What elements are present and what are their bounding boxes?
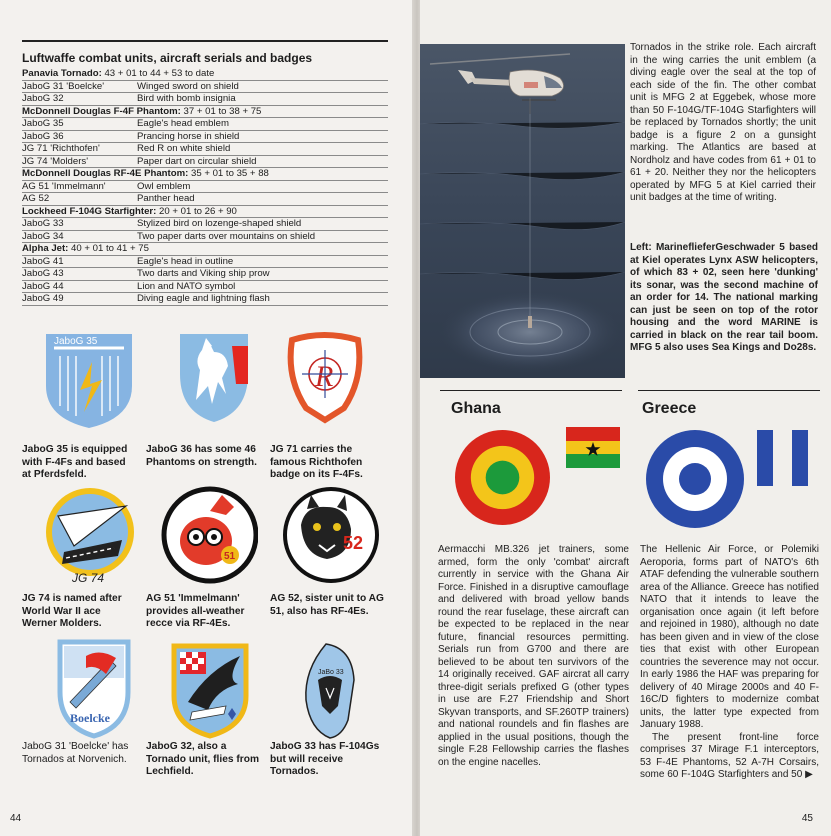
serial-range: 40 + 01 to 41 + 75 <box>68 243 149 254</box>
badge-text: 51 <box>224 551 236 562</box>
jabog31-badge-icon <box>56 638 154 742</box>
left-page <box>0 0 414 836</box>
unit-name: AG 52 <box>22 193 50 204</box>
table-aircraft-row <box>22 106 388 119</box>
unit-name: JG 74 'Molders' <box>22 155 89 167</box>
table-row <box>22 281 388 294</box>
jabog33-badge-icon <box>296 640 394 744</box>
badge-description: Lion and NATO symbol <box>137 280 236 292</box>
unit-name: JaboG 36 <box>22 130 64 142</box>
serial-range: 43 + 01 to 44 + 53 to date <box>101 68 215 79</box>
badge-description: Paper dart on circular shield <box>137 155 257 167</box>
serial-range: 20 + 01 to 26 + 90 <box>156 205 237 217</box>
svg-text:JaBo 33: JaBo 33 <box>318 669 344 676</box>
badge-description: Diving eagle and lightning flash <box>137 293 270 304</box>
table-row <box>22 218 388 231</box>
caption-jabog33: JaboG 33 has F-104Gs but will receive Tornados. <box>270 741 380 778</box>
jabog32-badge-icon <box>168 640 266 744</box>
greece-fin-flash-icon <box>754 430 814 486</box>
serial-range: 37 + 01 to 38 + 75 <box>180 105 262 117</box>
badge-text: 52 <box>343 533 364 553</box>
caption-jg74: JG 74 is named after World War II ace Werner Molders. <box>22 593 122 630</box>
badge-description: Stylized bird on lozenge-shaped shield <box>137 218 302 229</box>
jg74-badge-icon <box>44 486 142 590</box>
badge-text: JG 74 <box>72 571 105 585</box>
unit-name: AG 51 'Immelmann' <box>22 180 106 192</box>
jg71-badge-icon <box>284 328 382 432</box>
greece-heading: Greece <box>642 400 697 417</box>
table-row <box>22 81 388 94</box>
table-aircraft-row <box>22 243 388 256</box>
table-aircraft-row <box>22 206 388 219</box>
table-row <box>22 268 388 281</box>
ag51-owl-badge-icon <box>160 485 258 589</box>
unit-name: JaboG 31 'Boelcke' <box>22 80 105 92</box>
badge-description: Two darts and Viking ship prow <box>137 268 270 279</box>
greece-rule <box>638 390 820 391</box>
jabog35-badge-icon <box>40 328 138 432</box>
continue-arrow-icon: ▶ <box>805 769 813 780</box>
table-row <box>22 256 388 269</box>
aircraft-type: McDonnell Douglas RF-4E Phantom: <box>22 168 189 179</box>
caption-jg71: JG 71 carries the famous Richthofen badge on its F-4Fs. <box>270 444 363 481</box>
greece-roundel-icon <box>646 430 744 528</box>
ghana-flag-icon <box>566 427 620 468</box>
jabog36-badge-icon <box>176 330 274 434</box>
badge-description: Owl emblem <box>137 180 191 192</box>
badge-description: Panther head <box>137 193 195 204</box>
aircraft-type: Lockheed F-104G Starfighter: <box>22 205 157 217</box>
page-number-right: 45 <box>801 813 813 824</box>
unit-table <box>22 40 388 306</box>
caption-jabog36: JaboG 36 has some 46 Phantoms on strength. <box>146 444 257 468</box>
ag52-panther-badge-icon <box>281 485 379 589</box>
unit-name: JaboG 34 <box>22 230 64 242</box>
unit-name: JaboG 41 <box>22 255 64 267</box>
unit-name: JG 71 'Richthofen' <box>22 143 100 154</box>
caption-jabog32: JaboG 32, also a Tornado unit, flies from Lechfield. <box>146 741 260 778</box>
unit-name: JaboG 44 <box>22 280 64 292</box>
badge-description: Red R on white shield <box>137 143 231 154</box>
table-row <box>22 231 388 244</box>
badge-description: Two paper darts over mountains on shield <box>137 230 316 242</box>
aircraft-type: McDonnell Douglas F-4F Phantom: <box>22 105 181 117</box>
svg-text:R: R <box>315 360 334 393</box>
unit-name: JaboG 35 <box>22 118 64 129</box>
badge-description: Eagle's head in outline <box>137 255 234 267</box>
badge-description: Eagle's head emblem <box>137 118 229 129</box>
table-aircraft-row <box>22 68 388 81</box>
greece-text: The Hellenic Air Force, or Polemiki Aeroporia, forms part of NATO's 6th ATAF defending the vulnerable southern area of the Alliance. Greece has notified NATO that it intends to leave the organisation once again (it left before and rejoined in 1980), although no date has been given and in view of the close ties that exist with other European countries the severence may not occur. In early 1986 the HAF was preparing for delivery of 40 Mirage 2000s and 40 F-16C/D fighters to modernize combat units, the latter type expected from January 1988. The present front-line force comprises 37 Mirage F.1 interceptors, 53 F-4E Phantoms, 52 A-7H Corsairs, some 60 F-104G Starfighters and 50 ▶ <box>640 544 819 780</box>
right-page <box>420 0 831 836</box>
badge-description: Bird with bomb insignia <box>137 93 236 104</box>
table-row <box>22 118 388 131</box>
ghana-roundel-icon <box>455 430 550 525</box>
table-row <box>22 143 388 156</box>
photo-caption: Left: MarineflieferGeschwader 5 based at Kiel operates Lynx ASW helicopters, of which 83 + 02, seen here 'dunking' its sonar, was the second machine of an order for 14. The national marking can just be seen on top of the rotor housing and the word MARINE is carried in black on the rear tail boom. MFG 5 also uses Sea Kings and Do28s. <box>630 242 818 353</box>
ghana-heading: Ghana <box>451 400 501 417</box>
aircraft-type: Alpha Jet: <box>22 243 69 254</box>
table-row <box>22 156 388 169</box>
unit-name: JaboG 49 <box>22 293 64 304</box>
badge-description: Prancing horse in shield <box>137 130 240 142</box>
aircraft-type: Panavia Tornado: <box>22 68 102 79</box>
ghana-text: Aermacchi MB.326 jet trainers, some armed, form the only 'combat' aircraft currently in service with the Ghana Air Force. Finished in a disruptive camouflage and delivered with broad yellow bands round the rear fuselage, these aircraft can be expected to be replaced in the near future, financial resources permitting. Serials run from G700 and there are believed to be about ten survivors of the 14 originally received. GAF aircrat all carry three-digit serials prefixed G (other types in use are F.27 Friendship and Short Skyvan transports, and SF.260TP trainers) and national roundels and fin flashes are applied in the usual positions, though the single F.28 Fellowship carries the flashes on the engine nacelles. <box>438 544 629 768</box>
caption-ag52: AG 52, sister unit to AG 51, also has RF-4Es. <box>270 593 384 617</box>
table-row <box>22 193 388 206</box>
table-title: Luftwaffe combat units, aircraft serials and badges <box>22 51 313 65</box>
page-number-left: 44 <box>10 813 22 824</box>
table-row <box>22 93 388 106</box>
table-row <box>22 131 388 144</box>
badge-text: JaboG 35 <box>54 336 98 347</box>
unit-name: JaboG 33 <box>22 218 64 229</box>
top-article-text: Tornados in the strike role. Each aircraft in the wing carries the unit emblem (a diving eagle over the seal at the top of each side of the fin. The other combat unit is MFG 2 at Eggebek, whose more than 50 F-104G/TF-104G Starfighters will be replaced by Tornados shortly; the unit badge is a figure 2 on a gunsight marking. The Atlantics are based at Nordholz and have codes from 61 + 01 to 61 + 20. Neither they nor the helicopters operated by MFG 5 at Kiel carried their unit badges at the time of writing. <box>630 42 816 203</box>
unit-name: JaboG 43 <box>22 268 64 279</box>
table-aircraft-row <box>22 168 388 181</box>
table-row <box>22 293 388 306</box>
table-row <box>22 181 388 194</box>
badge-description: Winged sword on shield <box>137 80 239 92</box>
caption-ag51: AG 51 'Immelmann' provides all-weather recce via RF-4Es. <box>146 593 245 630</box>
table-body <box>22 68 388 306</box>
caption-jabog35: JaboG 35 is equipped with F-4Fs and based at Pferdsfeld. <box>22 444 128 481</box>
badge-text: Boelcke <box>70 711 110 725</box>
caption-jabog31: JaboG 31 'Boelcke' has Tornados at Norvenich. <box>22 741 129 765</box>
lynx-helicopter-photo <box>420 44 625 378</box>
unit-name: JaboG 32 <box>22 93 64 104</box>
ghana-rule <box>440 390 622 391</box>
serial-range: 35 + 01 to 35 + 88 <box>188 168 269 179</box>
